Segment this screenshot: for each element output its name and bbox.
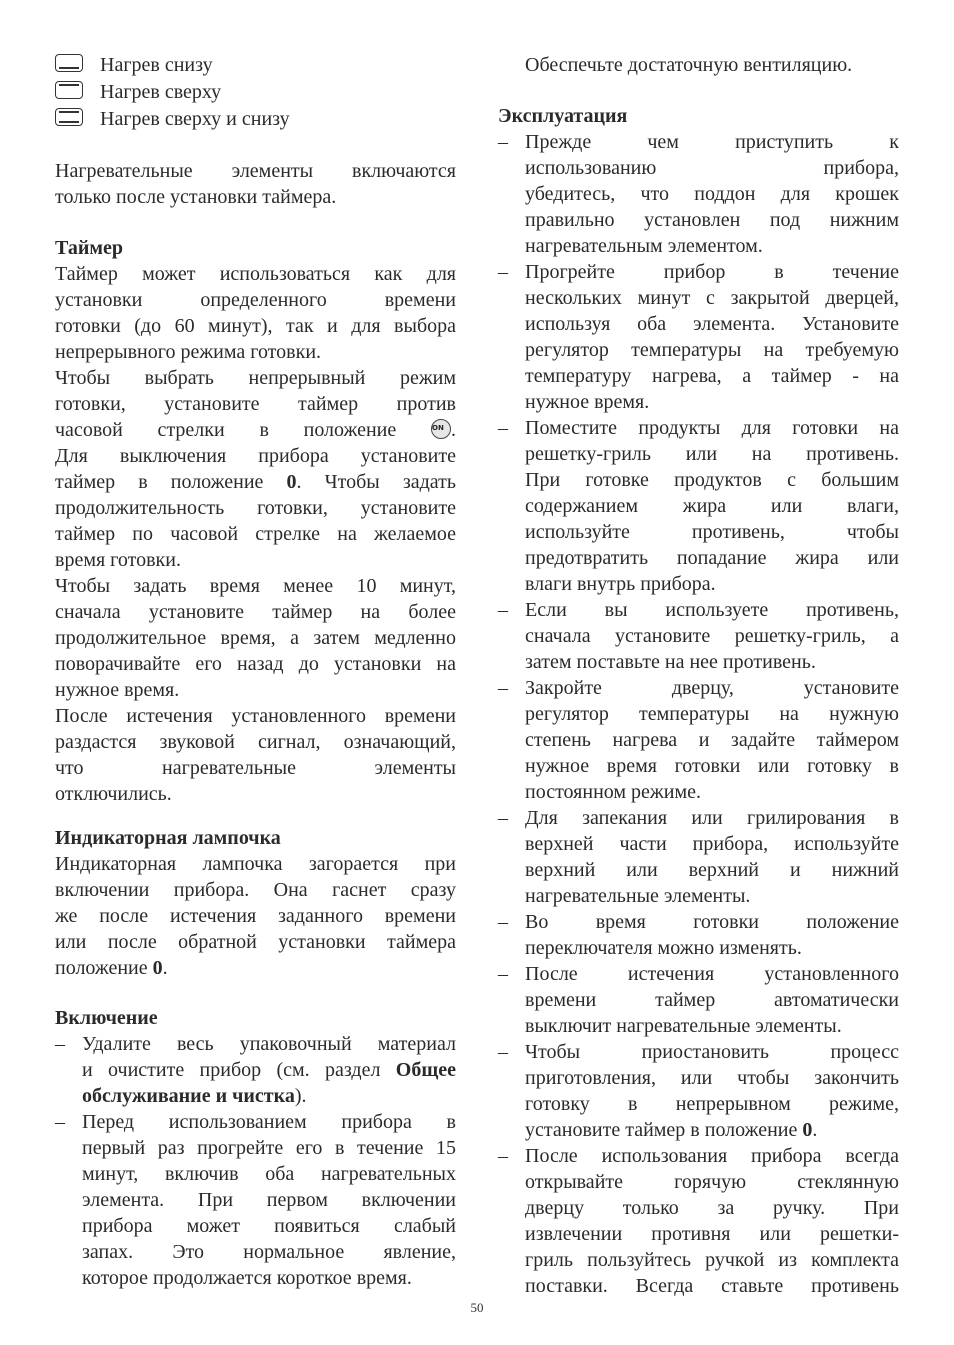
section-title-usage: Эксплуатация <box>498 105 628 127</box>
text-line: Нагревательные элементы включаются <box>55 160 456 182</box>
text-line: регулятор температуры на требуемую <box>525 339 899 361</box>
bottom-heat-icon <box>55 54 83 72</box>
text-line: продолжительность готовки, установите <box>55 497 456 519</box>
text-line: Обеспечьте достаточную вентиляцию. <box>525 54 853 76</box>
text-line: элемента. При первом включении <box>82 1189 456 1211</box>
text-line: Для запекания или грилирования в <box>525 807 899 829</box>
timer-on-icon: ON <box>431 419 451 439</box>
text-line: время готовки. <box>55 549 181 571</box>
text-line: установки определенного времени <box>55 289 456 311</box>
text-line: минут, включив оба нагревательных <box>82 1163 456 1185</box>
text-line: Прежде чем приступить к <box>525 131 899 153</box>
text-line: решетку-гриль или на противень. <box>525 443 899 465</box>
text-line: включении прибора. Она гаснет сразу <box>55 879 456 901</box>
heating-mode-item <box>55 52 456 78</box>
list-bullet: – <box>55 1111 65 1133</box>
text-line: приготовления, или чтобы закончить <box>525 1067 899 1089</box>
text-line: Перед использованием прибора в <box>82 1111 456 1133</box>
section-title-indicator: Индикаторная лампочка <box>55 827 281 849</box>
text-line: отключились. <box>55 783 172 805</box>
text-line: обслуживание и чистка). <box>82 1085 307 1107</box>
text-line: Чтобы выбрать непрерывный режим <box>55 367 456 389</box>
text-line: регулятор температуры на нужную <box>525 703 899 725</box>
text-line: положение 0. <box>55 957 168 979</box>
text-line: нагревательные элементы. <box>525 885 751 907</box>
text-line: только после установки таймера. <box>55 186 337 208</box>
text-line: времени таймер автоматически <box>525 989 899 1011</box>
text-line: запах. Это нормальное явление, <box>82 1241 456 1263</box>
bold-text: Общее <box>395 1059 456 1081</box>
heating-mode-label: Нагрев снизу <box>100 54 213 76</box>
text-line: После истечения установленного времени <box>55 705 456 727</box>
text-line: открывайте горячую стеклянную <box>525 1171 899 1193</box>
page-number: 50 <box>470 1300 484 1315</box>
section-title-power: Включение <box>55 1007 158 1029</box>
section-title-timer: Таймер <box>55 237 123 259</box>
text-line: гриль пользуйтесь ручкой из комплекта <box>525 1249 899 1271</box>
text-line: таймер по часовой стрелке на желаемое <box>55 523 456 545</box>
top-heat-icon <box>55 81 83 99</box>
list-bullet: – <box>498 417 508 439</box>
text-line: убедитесь, что поддон для крошек <box>525 183 899 205</box>
text-line: нагревательным элементом. <box>525 235 763 257</box>
text-line: таймер в положение 0. Чтобы задать <box>55 471 456 493</box>
bold-text: обслуживание и чистка <box>82 1085 295 1107</box>
text-line: Закройте дверцу, установите <box>525 677 899 699</box>
text-line: сначала установите таймер на более <box>55 601 456 623</box>
text-line: Если вы используете противень, <box>525 599 899 621</box>
text-line: же после истечения заданного времени <box>55 905 456 927</box>
text-line: Удалите весь упаковочный материал <box>82 1033 456 1055</box>
text-line: которое продолжается короткое время. <box>82 1267 412 1289</box>
text-line: влаги внутрь прибора. <box>525 573 716 595</box>
text-line: установите таймер в положение 0. <box>525 1119 818 1141</box>
text-line: нужное время. <box>55 679 180 701</box>
text-line: После истечения установленного <box>525 963 899 985</box>
text-line: верхний или верхний и нижний <box>525 859 899 881</box>
text-line: предотвратить попадание жира или <box>525 547 899 569</box>
text-line: Поместите продукты для готовки на <box>525 417 899 439</box>
heating-mode-item <box>55 79 456 105</box>
top-bottom-heat-icon <box>55 108 83 126</box>
text-line: что нагревательные элементы <box>55 757 456 779</box>
text-line: переключателя можно изменять. <box>525 937 802 959</box>
text-line: нескольких минут с закрытой дверцей, <box>525 287 899 309</box>
text-line: затем поставьте на нее противень. <box>525 651 816 673</box>
text-line: готовку в непрерывном режиме, <box>525 1093 899 1115</box>
text-line: прибора может появиться слабый <box>82 1215 456 1237</box>
text-line: используйте противень, чтобы <box>525 521 899 543</box>
text-line: содержанием жира или влаги, <box>525 495 899 517</box>
text-line: Для выключения прибора установите <box>55 445 456 467</box>
heating-mode-label: Нагрев сверху и снизу <box>100 108 290 130</box>
list-bullet: – <box>498 1041 508 1063</box>
list-bullet: – <box>498 131 508 153</box>
text-line: нужное время. <box>525 391 650 413</box>
list-bullet: – <box>55 1033 65 1055</box>
text-line: использованию прибора, <box>525 157 899 179</box>
list-bullet: – <box>498 599 508 621</box>
text-line: поворачивайте его назад до установки на <box>55 653 456 675</box>
text-line: используя оба элемента. Установите <box>525 313 899 335</box>
bold-text: 0 <box>286 471 297 493</box>
text-line: После использования прибора всегда <box>525 1145 899 1167</box>
text-line: правильно установлен под нижним <box>525 209 899 231</box>
text-line: Индикаторная лампочка загорается при <box>55 853 456 875</box>
text-line: или после обратной установки таймера <box>55 931 456 953</box>
text-line: поставки. Всегда ставьте противень <box>525 1275 899 1297</box>
text-line: непрерывного режима готовки. <box>55 341 322 363</box>
text-line: часовой стрелки в положение ON . <box>55 419 457 441</box>
text-line: степень нагрева и задайте таймером <box>525 729 899 751</box>
text-line: сначала установите решетку-гриль, а <box>525 625 899 647</box>
text-line: первый раз прогрейте его в течение 15 <box>82 1137 456 1159</box>
list-bullet: – <box>498 807 508 829</box>
text-line: выключит нагревательные элементы. <box>525 1015 842 1037</box>
text-line: Чтобы задать время менее 10 минут, <box>55 575 456 597</box>
text-line: готовки, установите таймер против <box>55 393 456 415</box>
list-bullet: – <box>498 911 508 933</box>
text-line: и очистите прибор (см. раздел Общее <box>82 1059 456 1081</box>
heating-mode-item <box>55 106 456 132</box>
text-line: Таймер может использоваться как для <box>55 263 456 285</box>
bold-text: 0 <box>152 957 163 979</box>
text-line: извлечении противня или решетки- <box>525 1223 899 1245</box>
list-bullet: – <box>498 261 508 283</box>
text-line: Во время готовки положение <box>525 911 899 933</box>
text-line: При готовке продуктов с большим <box>525 469 899 491</box>
text-line: Чтобы приостановить процесс <box>525 1041 899 1063</box>
bold-text: 0 <box>802 1119 813 1141</box>
text-line: верхней части прибора, используйте <box>525 833 899 855</box>
list-bullet: – <box>498 677 508 699</box>
text-line: продолжительное время, а затем медленно <box>55 627 456 649</box>
text-line: Прогрейте прибор в течение <box>525 261 899 283</box>
text-line: постоянном режиме. <box>525 781 701 803</box>
text-line: температуру нагрева, а таймер - на <box>525 365 899 387</box>
text-line: готовки (до 60 минут), так и для выбора <box>55 315 456 337</box>
text-line: дверцу только за ручку. При <box>525 1197 899 1219</box>
list-bullet: – <box>498 963 508 985</box>
text-line: раздастся звуковой сигнал, означающий, <box>55 731 456 753</box>
text-line: нужное время готовки или готовку в <box>525 755 899 777</box>
list-bullet: – <box>498 1145 508 1167</box>
heating-mode-label: Нагрев сверху <box>100 81 222 103</box>
